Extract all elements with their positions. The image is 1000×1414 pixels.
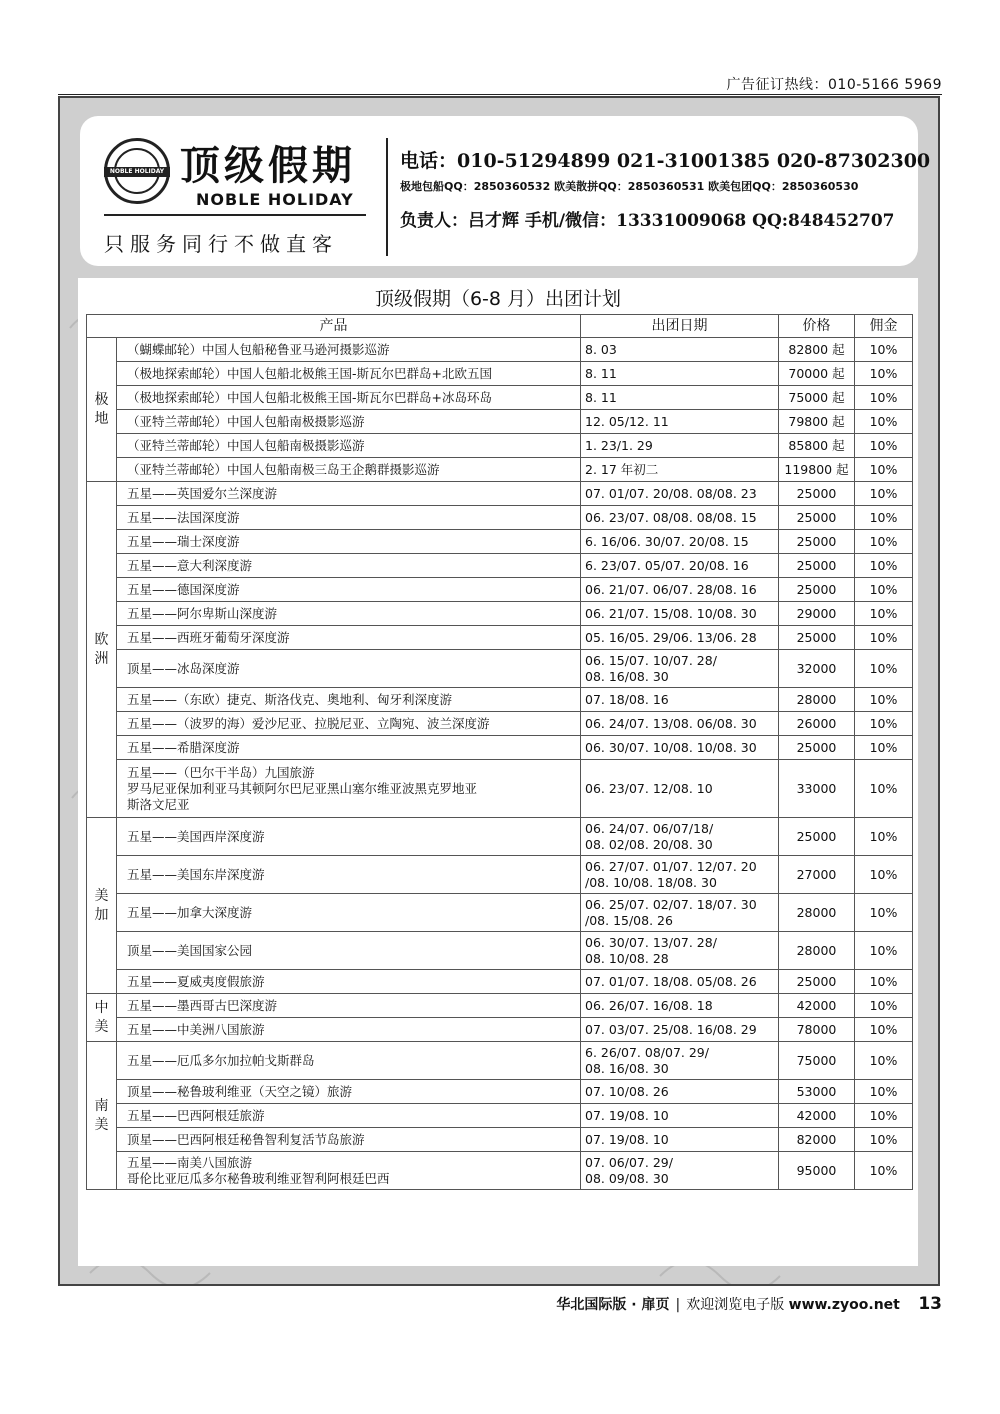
- price-cell: 28000: [779, 894, 855, 932]
- dates-cell: 06. 21/07. 06/07. 28/08. 16: [581, 578, 779, 602]
- page-footer: [556, 1294, 942, 1314]
- commission-cell: 10%: [855, 712, 913, 736]
- commission-cell: 10%: [855, 554, 913, 578]
- commission-cell: 10%: [855, 458, 913, 482]
- dates-cell: 07. 19/08. 10: [581, 1104, 779, 1128]
- dates-cell: 06. 26/07. 16/08. 18: [581, 994, 779, 1018]
- commission-cell: 10%: [855, 970, 913, 994]
- product-cell: 五星——美国西岸深度游: [117, 818, 581, 856]
- table-row: [87, 1080, 913, 1104]
- price-cell: 25000: [779, 482, 855, 506]
- product-cell: 五星——夏威夷度假旅游: [117, 970, 581, 994]
- tour-plan-table: [86, 314, 913, 1190]
- commission-cell: 10%: [855, 506, 913, 530]
- product-cell: 五星——美国东岸深度游: [117, 856, 581, 894]
- table-row: [87, 932, 913, 970]
- commission-cell: 10%: [855, 434, 913, 458]
- page-frame: [58, 96, 940, 1286]
- product-cell: 顶星——巴西阿根廷秘鲁智利复活节岛旅游: [117, 1128, 581, 1152]
- table-row: [87, 736, 913, 760]
- dates-cell: 6. 16/06. 30/07. 20/08. 15: [581, 530, 779, 554]
- product-cell: 五星——（巴尔干半岛）九国旅游 罗马尼亚保加利亚马其顿阿尔巴尼亚黑山塞尔维亚波黑克罗地亚 斯洛文尼亚: [117, 760, 581, 818]
- commission-cell: 10%: [855, 650, 913, 688]
- commission-cell: 10%: [855, 932, 913, 970]
- col-header-price: 价格: [779, 315, 855, 338]
- price-cell: 26000: [779, 712, 855, 736]
- product-cell: （亚特兰蒂邮轮）中国人包船南极摄影巡游: [117, 434, 581, 458]
- dates-cell: 6. 23/07. 05/07. 20/08. 16: [581, 554, 779, 578]
- table-row: [87, 1128, 913, 1152]
- dates-cell: 06. 21/07. 15/08. 10/08. 30: [581, 602, 779, 626]
- commission-cell: 10%: [855, 818, 913, 856]
- commission-cell: 10%: [855, 482, 913, 506]
- price-cell: 29000: [779, 602, 855, 626]
- region-cell: 极 地: [87, 338, 117, 482]
- dates-cell: 05. 16/05. 29/06. 13/06. 28: [581, 626, 779, 650]
- product-cell: 五星——墨西哥古巴深度游: [117, 994, 581, 1018]
- product-cell: 五星——南美八国旅游 哥伦比亚厄瓜多尔秘鲁玻利维亚智利阿根廷巴西: [117, 1152, 581, 1190]
- commission-cell: 10%: [855, 362, 913, 386]
- table-row: [87, 458, 913, 482]
- commission-cell: 10%: [855, 1018, 913, 1042]
- region-cell: 美 加: [87, 818, 117, 994]
- price-cell: 82000: [779, 1128, 855, 1152]
- product-cell: 五星——法国深度游: [117, 506, 581, 530]
- price-cell: 75000: [779, 1042, 855, 1080]
- dates-cell: 8. 11: [581, 362, 779, 386]
- product-cell: （极地探索邮轮）中国人包船北极熊王国-斯瓦尔巴群岛+冰岛环岛: [117, 386, 581, 410]
- logo-english: NOBLE HOLIDAY: [196, 190, 354, 209]
- price-cell: 70000 起: [779, 362, 855, 386]
- dates-cell: 8. 11: [581, 386, 779, 410]
- contact-person: 负责人：吕才辉 手机/微信：13331009068 QQ:848452707: [400, 211, 895, 231]
- logo-seal-icon: NOBLE HOLIDAY: [104, 138, 170, 204]
- product-cell: 五星——厄瓜多尔加拉帕戈斯群岛: [117, 1042, 581, 1080]
- price-cell: 25000: [779, 970, 855, 994]
- table-row: [87, 410, 913, 434]
- qq-numbers: 极地包船QQ：2850360532 欧美散拼QQ：2850360531 欧美包团QQ：2850360530: [400, 180, 859, 193]
- dates-cell: 6. 26/07. 08/07. 29/ 08. 16/08. 30: [581, 1042, 779, 1080]
- price-cell: 25000: [779, 554, 855, 578]
- table-row: [87, 1018, 913, 1042]
- product-cell: （亚特兰蒂邮轮）中国人包船南极三岛王企鹅群摄影巡游: [117, 458, 581, 482]
- table-row: [87, 856, 913, 894]
- product-cell: 五星——加拿大深度游: [117, 894, 581, 932]
- header-card: [80, 116, 931, 266]
- region-cell: 欧 洲: [87, 482, 117, 818]
- table-row: [87, 650, 913, 688]
- table-row: [87, 1104, 913, 1128]
- slogan: 只服务同行不做直客: [104, 232, 338, 256]
- table-row: [87, 818, 913, 856]
- dates-cell: 06. 23/07. 08/08. 08/08. 15: [581, 506, 779, 530]
- dates-cell: 1. 23/1. 29: [581, 434, 779, 458]
- table-header-row: [87, 315, 913, 338]
- dates-cell: 07. 18/08. 16: [581, 688, 779, 712]
- product-cell: 五星——德国深度游: [117, 578, 581, 602]
- commission-cell: 10%: [855, 1152, 913, 1190]
- commission-cell: 10%: [855, 338, 913, 362]
- table-row: [87, 338, 913, 362]
- top-rule: [58, 94, 942, 95]
- price-cell: 95000: [779, 1152, 855, 1190]
- table-row: [87, 894, 913, 932]
- ad-hotline: 广告征订热线：010-5166 5969: [726, 77, 942, 93]
- table-row: [87, 482, 913, 506]
- logo-divider: [104, 214, 366, 216]
- commission-cell: 10%: [855, 578, 913, 602]
- dates-cell: 12. 05/12. 11: [581, 410, 779, 434]
- product-cell: 五星——阿尔卑斯山深度游: [117, 602, 581, 626]
- price-cell: 25000: [779, 530, 855, 554]
- table-row: [87, 578, 913, 602]
- table-row: [87, 994, 913, 1018]
- dates-cell: 06. 30/07. 10/08. 10/08. 30: [581, 736, 779, 760]
- col-header-dates: 出团日期: [581, 315, 779, 338]
- commission-cell: 10%: [855, 760, 913, 818]
- dates-cell: 06. 30/07. 13/07. 28/ 08. 10/08. 28: [581, 932, 779, 970]
- commission-cell: 10%: [855, 1128, 913, 1152]
- table-row: [87, 970, 913, 994]
- dates-cell: 2. 17 年初二: [581, 458, 779, 482]
- dates-cell: 06. 24/07. 13/08. 06/08. 30: [581, 712, 779, 736]
- table-row: [87, 530, 913, 554]
- region-cell: 南 美: [87, 1042, 117, 1190]
- table-row: [87, 760, 913, 818]
- product-cell: 顶星——秘鲁玻利维亚（天空之镜）旅游: [117, 1080, 581, 1104]
- price-cell: 42000: [779, 994, 855, 1018]
- dates-cell: 06. 25/07. 02/07. 18/07. 30 /08. 15/08. 26: [581, 894, 779, 932]
- header-separator: [386, 138, 388, 256]
- dates-cell: 07. 01/07. 18/08. 05/08. 26: [581, 970, 779, 994]
- price-cell: 32000: [779, 650, 855, 688]
- price-cell: 25000: [779, 818, 855, 856]
- dates-cell: 8. 03: [581, 338, 779, 362]
- product-cell: 五星——巴西阿根廷旅游: [117, 1104, 581, 1128]
- price-cell: 28000: [779, 688, 855, 712]
- dates-cell: 07. 19/08. 10: [581, 1128, 779, 1152]
- dates-cell: 07. 01/07. 20/08. 08/08. 23: [581, 482, 779, 506]
- table-row: [87, 1042, 913, 1080]
- price-cell: 53000: [779, 1080, 855, 1104]
- price-cell: 78000: [779, 1018, 855, 1042]
- commission-cell: 10%: [855, 736, 913, 760]
- product-cell: 五星——英国爱尔兰深度游: [117, 482, 581, 506]
- dates-cell: 06. 27/07. 01/07. 12/07. 20 /08. 10/08. 18/08. 30: [581, 856, 779, 894]
- phone-numbers: 电话：010-51294899 021-31001385 020-87302300: [400, 150, 931, 172]
- table-row: [87, 554, 913, 578]
- product-cell: （极地探索邮轮）中国人包船北极熊王国-斯瓦尔巴群岛+北欧五国: [117, 362, 581, 386]
- price-cell: 33000: [779, 760, 855, 818]
- commission-cell: 10%: [855, 1042, 913, 1080]
- table-row: [87, 434, 913, 458]
- site-link[interactable]: www.zyoo.net: [788, 1297, 900, 1313]
- footer-separator: |: [675, 1297, 681, 1313]
- product-cell: 五星——西班牙葡萄牙深度游: [117, 626, 581, 650]
- product-cell: 五星——（东欧）捷克、斯洛伐克、奥地利、匈牙利深度游: [117, 688, 581, 712]
- price-cell: 27000: [779, 856, 855, 894]
- commission-cell: 10%: [855, 1104, 913, 1128]
- commission-cell: 10%: [855, 1080, 913, 1104]
- edition-label: 华北国际版 · 扉页: [556, 1297, 670, 1313]
- price-cell: 25000: [779, 736, 855, 760]
- price-cell: 82800 起: [779, 338, 855, 362]
- product-cell: 五星——瑞士深度游: [117, 530, 581, 554]
- logo-chinese: 顶级假期: [180, 142, 356, 189]
- price-cell: 79800 起: [779, 410, 855, 434]
- plan-card: [78, 278, 918, 1266]
- price-cell: 25000: [779, 506, 855, 530]
- commission-cell: 10%: [855, 530, 913, 554]
- product-cell: 顶星——美国国家公园: [117, 932, 581, 970]
- dates-cell: 07. 03/07. 25/08. 16/08. 29: [581, 1018, 779, 1042]
- commission-cell: 10%: [855, 856, 913, 894]
- page-number: 13: [918, 1294, 942, 1314]
- table-row: [87, 506, 913, 530]
- dates-cell: 06. 15/07. 10/07. 28/ 08. 16/08. 30: [581, 650, 779, 688]
- commission-cell: 10%: [855, 602, 913, 626]
- dates-cell: 06. 24/07. 06/07/18/ 08. 02/08. 20/08. 30: [581, 818, 779, 856]
- welcome-text: 欢迎浏览电子版: [686, 1297, 785, 1313]
- table-row: [87, 386, 913, 410]
- commission-cell: 10%: [855, 626, 913, 650]
- commission-cell: 10%: [855, 894, 913, 932]
- product-cell: 五星——（波罗的海）爱沙尼亚、拉脱尼亚、立陶宛、波兰深度游: [117, 712, 581, 736]
- price-cell: 28000: [779, 932, 855, 970]
- commission-cell: 10%: [855, 688, 913, 712]
- price-cell: 25000: [779, 626, 855, 650]
- price-cell: 42000: [779, 1104, 855, 1128]
- price-cell: 119800 起: [779, 458, 855, 482]
- table-row: [87, 688, 913, 712]
- price-cell: 75000 起: [779, 386, 855, 410]
- dates-cell: 07. 06/07. 29/ 08. 09/08. 30: [581, 1152, 779, 1190]
- table-row: [87, 1152, 913, 1190]
- commission-cell: 10%: [855, 410, 913, 434]
- table-row: [87, 626, 913, 650]
- commission-cell: 10%: [855, 994, 913, 1018]
- product-cell: 五星——希腊深度游: [117, 736, 581, 760]
- region-cell: 中 美: [87, 994, 117, 1042]
- table-row: [87, 712, 913, 736]
- product-cell: 顶星——冰岛深度游: [117, 650, 581, 688]
- col-header-commission: 佣金: [855, 315, 913, 338]
- col-header-product: 产品: [87, 315, 581, 338]
- plan-title: 顶级假期（6-8 月）出团计划: [374, 288, 622, 310]
- dates-cell: 07. 10/08. 26: [581, 1080, 779, 1104]
- price-cell: 85800 起: [779, 434, 855, 458]
- product-cell: 五星——中美洲八国旅游: [117, 1018, 581, 1042]
- dates-cell: 06. 23/07. 12/08. 10: [581, 760, 779, 818]
- table-row: [87, 362, 913, 386]
- product-cell: （蝴蝶邮轮）中国人包船秘鲁亚马逊河摄影巡游: [117, 338, 581, 362]
- price-cell: 25000: [779, 578, 855, 602]
- table-row: [87, 602, 913, 626]
- commission-cell: 10%: [855, 386, 913, 410]
- product-cell: 五星——意大利深度游: [117, 554, 581, 578]
- product-cell: （亚特兰蒂邮轮）中国人包船南极摄影巡游: [117, 410, 581, 434]
